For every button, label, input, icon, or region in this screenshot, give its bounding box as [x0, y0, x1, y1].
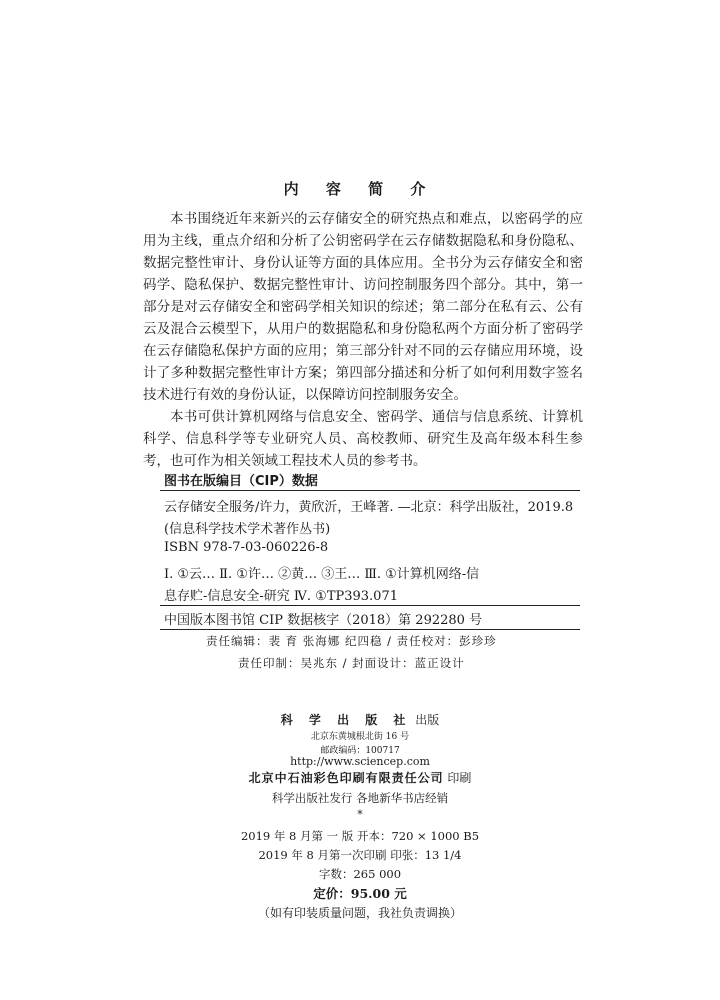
publisher-name: 科 学 出 版 社 [280, 713, 412, 727]
publisher-line [0, 711, 720, 728]
distribution-line: 科学出版社发行 各地新华书店经销 [271, 791, 449, 805]
cip-classification-2: 息存贮-信息安全-研究 Ⅳ. ①TP393.071 [164, 589, 399, 604]
cip-mid-divider [160, 605, 580, 606]
edition-line: 2019 年 8 月第 一 版 开本：720 × 1000 B5 [240, 829, 480, 843]
cip-title-line: 云存储安全服务/许力，黄欣沂，王峰著. —北京：科学出版社，2019.8 [164, 500, 574, 515]
price: 定价：95.00 元 [313, 886, 407, 901]
word-count: 字数：265 000 [318, 867, 402, 881]
credit-print-design: 责任印制：吴兆东 / 封面设计：蓝正设计 [238, 656, 465, 670]
quality-notice: （如有印装质量问题，我社负责调换） [257, 906, 462, 920]
cip-classification-1: Ⅰ. ①云… Ⅱ. ①许… ②黄… ③王… Ⅲ. ①计算机网络-信 [164, 567, 480, 582]
printing-line: 2019 年 8 月第一次印刷 印张：13 1/4 [258, 848, 462, 862]
printer-line [0, 769, 720, 786]
summary-paragraph: 本书可供计算机网络与信息安全、密码学、通信与信息系统、计算机科学、信息科学等专业研究人员、高校教师、研究生及高年级本科生参考，也可作为相关领域工程技术人员的参考书。 [143, 409, 583, 469]
summary-body [143, 208, 583, 472]
credit-editors: 责任编辑：裴 育 张海娜 纪四稳 / 责任校对：彭珍珍 [206, 634, 497, 648]
cip-heading: 图书在版编目（CIP）数据 [164, 474, 318, 489]
publisher-postcode: 邮政编码：100717 [320, 746, 400, 756]
summary-title: 内 容 简 介 [283, 180, 437, 198]
cip-series-line: (信息科学技术学术著作丛书) [164, 522, 331, 537]
cip-number: 中国版本图书馆 CIP 数据核字（2018）第 292280 号 [164, 613, 483, 628]
printer-name: 北京中石油彩色印刷有限责任公司 [248, 771, 444, 785]
printer-suffix: 印刷 [447, 771, 472, 785]
cip-isbn: ISBN 978-7-03-060226-8 [164, 540, 329, 555]
cip-bottom-divider [160, 629, 580, 630]
publisher-address: 北京东黄城根北街 16 号 [310, 732, 410, 742]
cip-top-divider [160, 490, 580, 491]
publisher-url: http://www.sciencep.com [290, 755, 430, 768]
publisher-suffix: 出版 [415, 713, 440, 727]
separator-star: * [357, 808, 363, 821]
summary-paragraph: 本书围绕近年来新兴的云存储安全的研究热点和难点，以密码学的应用为主线，重点介绍和分析了公钥密码学在云存储数据隐私和身份隐私、数据完整性审计、身份认证等方面的具体应用。全书分为云存储安全和密码学、隐私保护、数据完整性审计、访问控制服务四个部分。其中，第一部分是对云存储安全和密码学相关知识的综述；第二部分在私有云、公有云及混合云模型下，从用户的数据隐私和身份隐私两个方面分析了密码学在云存储隐私保护方面的应用；第三部分针对不同的云存储应用环境，设计了多种数据完整性审计方案；第四部分描述和分析了如何利用数字签名技术进行有效的身份认证，以保障访问控制服务安全。 [143, 211, 583, 403]
